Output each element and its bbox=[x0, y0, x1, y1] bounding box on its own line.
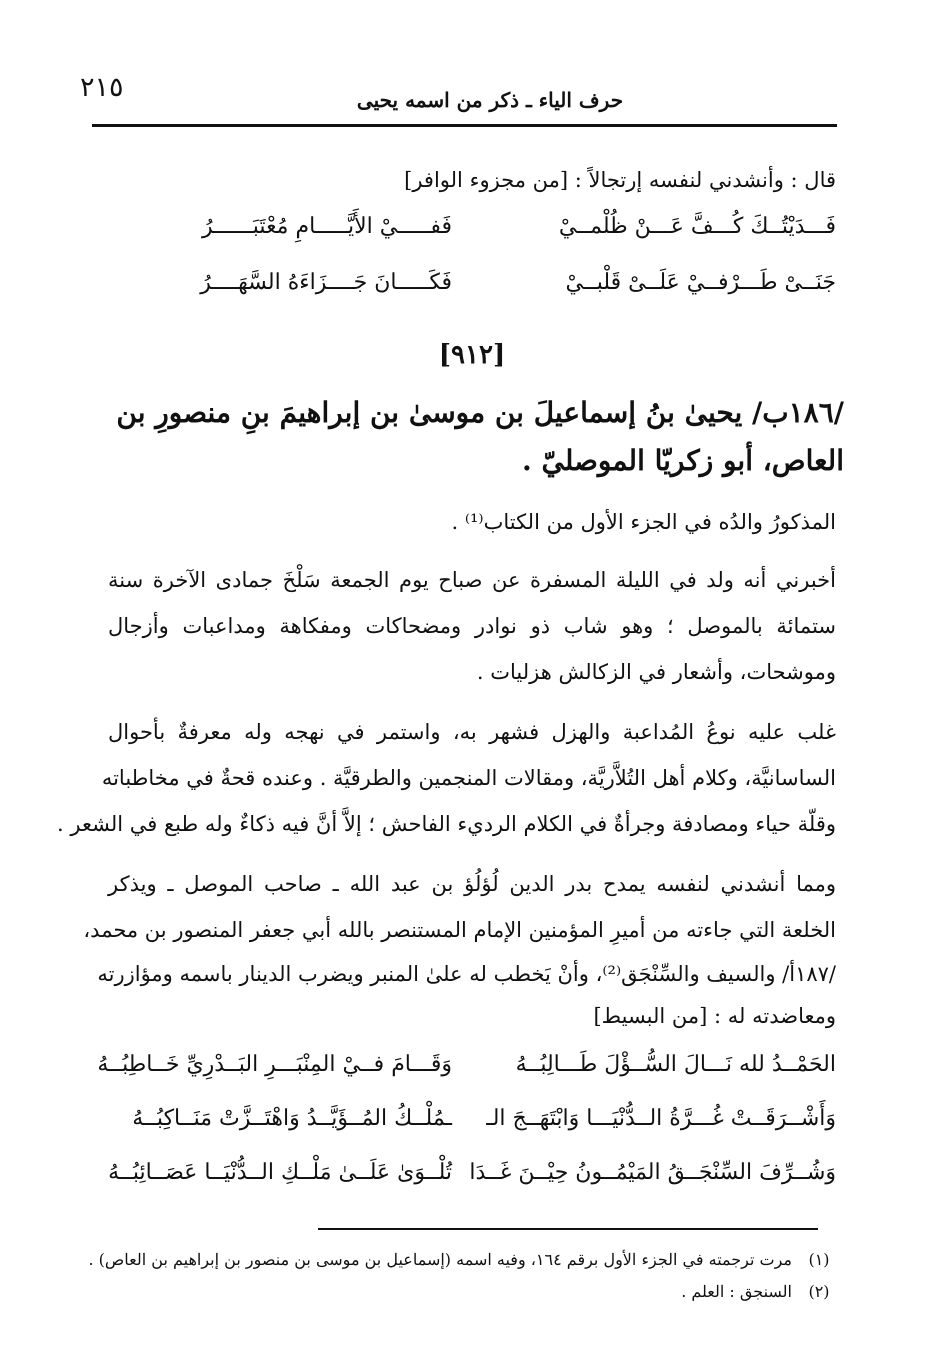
verse-second-hemistich: ـمُلْــكُ المُــؤَيَّــدُ وَاهْتَــزَّتْ مَنَــاكِبُــهُ bbox=[132, 1106, 452, 1131]
paragraph-line: الخلعة التي جاءته من أميرِ المؤمنين الإمام المستنصر بالله أبي جعفر المنصور بن محمد، bbox=[83, 918, 836, 942]
verse-second-hemistich: وَقَـــامَ فــيْ المِنْبَـــرِ البَــدْرِيِّ خَــاطِبُــهُ bbox=[97, 1052, 452, 1077]
paragraph-line: وقلّة حياء ومصادفة وجرأةٌ في الكلام الرديء الفاحش ؛ إلاَّ أنَّ فيه ذكاءٌ وله طبع في الشعر . bbox=[57, 812, 836, 836]
paragraph-line: وموشحات، وأشعار في الزكالش هزليات . bbox=[476, 660, 836, 684]
footnote bbox=[89, 1250, 837, 1269]
verse-second-hemistich: تُلْــوَىٰ عَلَــىٰ مَلْــكِ الــدُّنْيَــا عَصَــائِبُــهُ bbox=[108, 1160, 452, 1185]
footnote bbox=[681, 1282, 836, 1301]
paragraph-line: /١٨٧أ/ والسيف والسِّنْجَق⁽²⁾، وأنْ يَخطب له علىٰ المنبر ويضرب الدينار باسمه ومؤازرته bbox=[97, 962, 836, 986]
paragraph-line: ومعاضدته له : [من البسيط] bbox=[593, 1004, 836, 1028]
paragraph-line: ومما أنشدني لنفسه يمدح بدر الدين لُؤلُؤ بن عبد الله ـ صاحب الموصل ـ ويذكر bbox=[108, 872, 836, 896]
page-number: ٢١٥ bbox=[80, 72, 124, 103]
entry-number: [٩١٢] bbox=[438, 340, 506, 370]
verse-first-hemistich: وَأَشْــرَقَــتْ غُـــرَّةُ الــدُّنْيَـــا وَابْتَهَــجَ الـ bbox=[486, 1106, 836, 1131]
entry-title-line-2: العاص، أبو زكريّا الموصليّ . bbox=[522, 444, 844, 477]
verse-second-hemistich: فَفـــــيْ الأَيَّـــــامِ مُعْتَبَــــــرُ bbox=[201, 214, 452, 239]
verse-first-hemistich: وَشُــرِّفَ السِّنْجَــقُ المَيْمُــونُ حِيْــنَ غَــدَا bbox=[469, 1160, 836, 1185]
paragraph-line: أخبرني أنه ولد في الليلة المسفرة عن صباح يوم الجمعة سَلْخَ جمادى الآخرة سنة bbox=[108, 568, 836, 592]
running-head: حرف الياء ـ ذكر من اسمه يحيى bbox=[356, 88, 624, 112]
verse-first-hemistich: الحَمْــدُ لله نَـــالَ السُّــؤْلَ طَـــالِبُــهُ bbox=[515, 1052, 836, 1077]
paragraph-line: ستمائة بالموصل ؛ وهو شاب ذو نوادر ومضحاكات ومفكاهة ومداعبات وأزجال bbox=[108, 614, 836, 638]
entry-note: المذكورُ والدُه في الجزء الأول من الكتاب⁽¹⁾ . bbox=[451, 510, 836, 534]
paragraph-line: غلب عليه نوعُ المُداعبة والهزل فشهر به، واستمر في نهجه وله معرفةٌ بأحوال bbox=[108, 720, 836, 744]
verse-second-hemistich: فَكَـــــانَ جَــــزَاءَهُ السَّهَــــرُ bbox=[200, 270, 452, 295]
footnote-text: السنجق : العلم . bbox=[681, 1282, 792, 1301]
paragraph-line: الساسانيَّة، وكلام أهل التُلاَّريَّة، ومقالات المنجمين والطرقيَّة . وعنده قحةٌ في مخاطباته bbox=[101, 766, 836, 790]
entry-title-line-1: /١٨٦ب/ يحيىٰ بنُ إسماعيلَ بن موسىٰ بن إبراهيمَ بنِ منصورِ بن bbox=[116, 396, 844, 429]
header-rule bbox=[92, 124, 837, 127]
poem-intro: قال : وأنشدني لنفسه إرتجالاً : [من مجزوء الوافر] bbox=[404, 168, 836, 192]
footnote-mark: (٢) bbox=[808, 1282, 830, 1301]
verse-first-hemistich: فَـــدَيْتُــكَ كُـــفَّ عَـــنْ ظُلْمــيْ bbox=[558, 214, 836, 239]
footnote-text: مرت ترجمته في الجزء الأول برقم ١٦٤، وفيه اسمه (إسماعيل بن موسى بن منصور بن إبراهيم بن العاص) . bbox=[88, 1250, 792, 1269]
footnote-mark: (١) bbox=[808, 1250, 830, 1269]
verse-first-hemistich: جَنَــىْ طَـــرْفــيْ عَلَــىْ قَلْبــيْ bbox=[565, 270, 836, 295]
footnote-rule bbox=[318, 1228, 818, 1230]
